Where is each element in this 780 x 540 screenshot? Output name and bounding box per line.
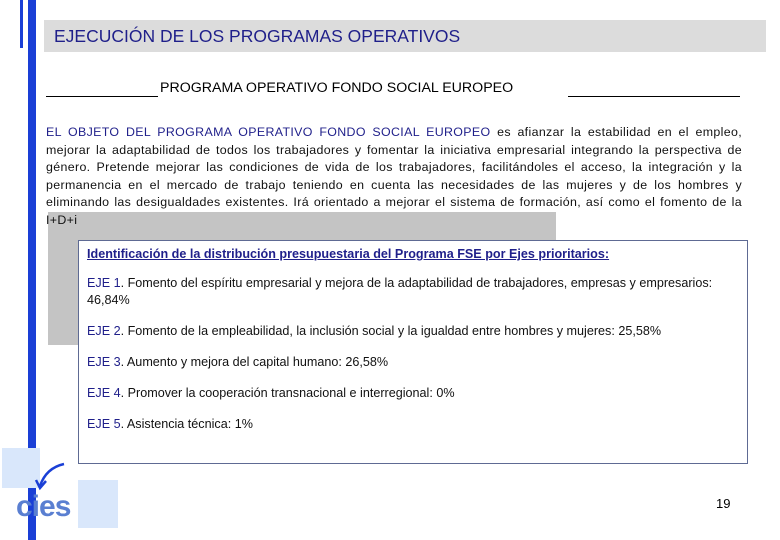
- title-banner: [44, 20, 766, 52]
- cies-logo: [0, 440, 120, 540]
- paragraph-body: es afianzar la estabilidad en el empleo, mejorar la adaptabilidad de todos los trabajadores y fomentar la iniciativa empresarial integrando la perspectiva de género. Pretende mejorar las condiciones de vida de los trabajadores, facilitándoles el acceso, la integración y la permanencia en el mercado de trabajo teniendo en cuenta las necesidades de las mujeres y de los hombres y eliminando las desigualdades existentes. Irá orientado a mejorar el sistema de formación, así como el fomento de la I+D+i: [46, 125, 743, 227]
- page-number: 19: [716, 496, 731, 511]
- eje-item: [87, 275, 739, 309]
- eje-item: [87, 354, 739, 371]
- eje-label: EJE 3: [87, 355, 121, 369]
- logo-arrow-icon: [30, 460, 70, 494]
- box-heading: Identificación de la distribución presupuestaria del Programa FSE por Ejes prioritarios:: [87, 247, 610, 261]
- intro-paragraph: [46, 124, 742, 229]
- eje-label: EJE 4: [87, 386, 121, 400]
- accent-bar-small: [20, 0, 23, 48]
- eje-text: . Fomento del espíritu empresarial y mejora de la adaptabilidad de trabajadores, empresas y empresarios: 46,84%: [87, 276, 713, 307]
- eje-label: EJE 2: [87, 324, 121, 338]
- eje-text: . Fomento de la empleabilidad, la inclusión social y la igualdad entre hombres y mujeres: 25,58%: [120, 324, 662, 338]
- logo-text: cies: [16, 490, 71, 523]
- eje-item: [87, 385, 739, 402]
- eje-text: . Promover la cooperación transnacional e interregional: 0%: [120, 386, 455, 400]
- eje-item: [87, 416, 739, 433]
- budget-distribution-box: [78, 240, 748, 464]
- slide-subtitle: PROGRAMA OPERATIVO FONDO SOCIAL EUROPEO: [160, 80, 514, 96]
- subtitle-underline-left: [46, 96, 158, 97]
- eje-label: EJE 5: [87, 417, 121, 431]
- logo-square-right: [78, 480, 118, 528]
- eje-label: EJE 1: [87, 276, 121, 290]
- eje-text: . Aumento y mejora del capital humano: 26,58%: [120, 355, 389, 369]
- paragraph-lead: EL OBJETO DEL PROGRAMA OPERATIVO FONDO SOCIAL EUROPEO: [46, 125, 491, 139]
- subtitle-underline-right: [568, 96, 740, 97]
- eje-item: [87, 323, 739, 340]
- slide-title: EJECUCIÓN DE LOS PROGRAMAS OPERATIVOS: [54, 26, 461, 46]
- eje-text: . Asistencia técnica: 1%: [120, 417, 253, 431]
